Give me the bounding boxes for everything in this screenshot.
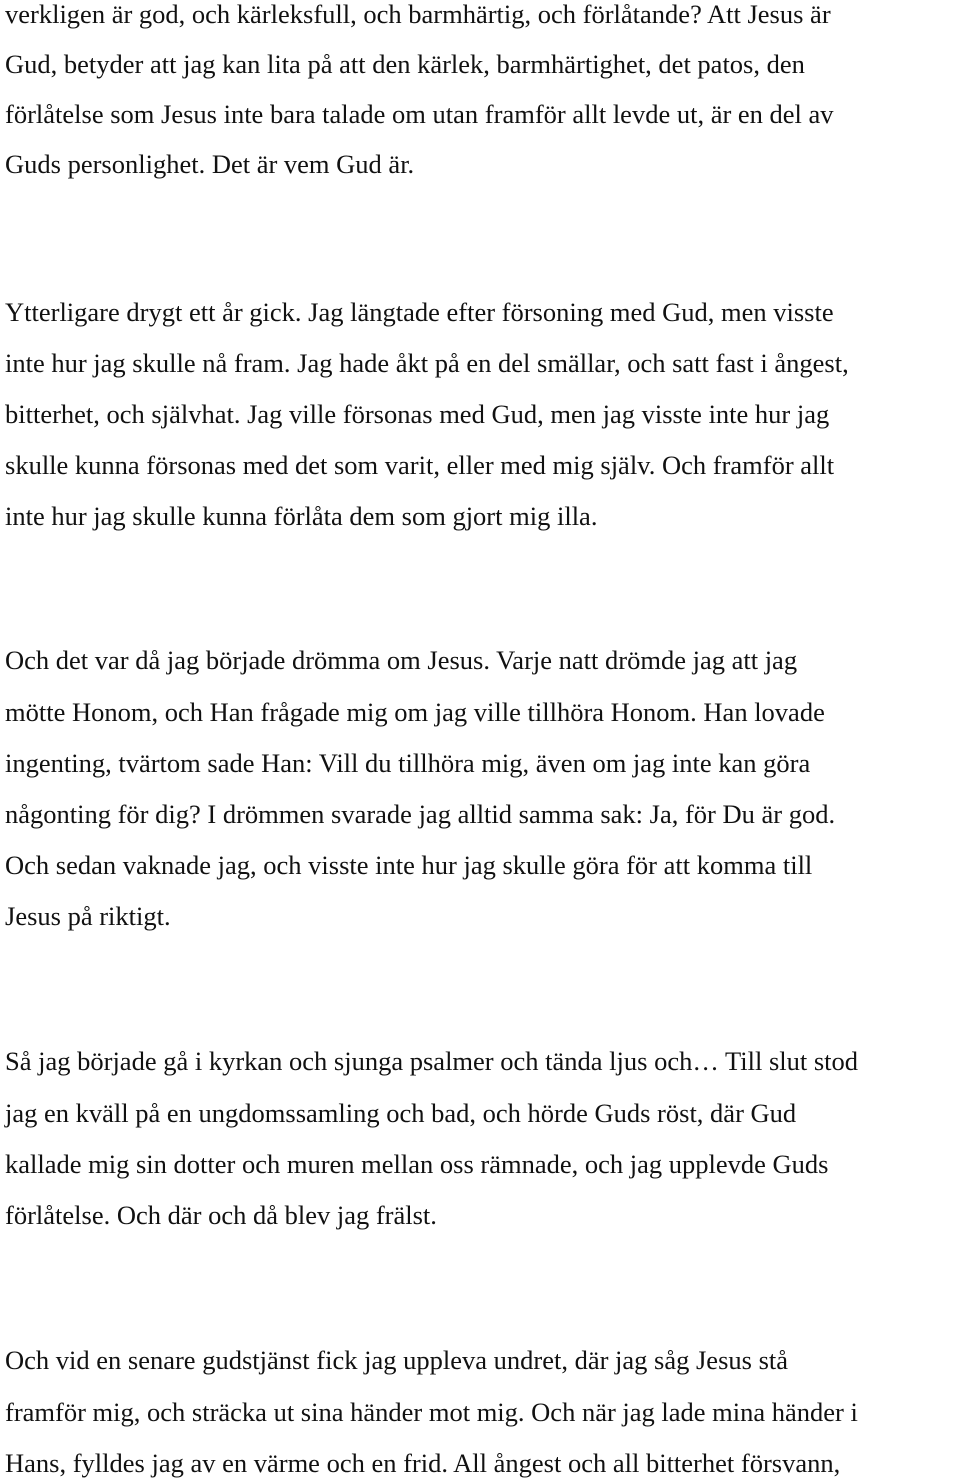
paragraph-2-line-1: Ytterligare drygt ett år gick. Jag längtade efter försoning med Gud, men visste: [5, 297, 834, 327]
paragraph-1-line-2: Gud, betyder att jag kan lita på att den kärlek, barmhärtighet, det patos, den: [5, 49, 805, 79]
paragraph-4-line-3: kallade mig sin dotter och muren mellan oss rämnade, och jag upplevde Guds: [5, 1149, 829, 1179]
paragraph-2-line-4: skulle kunna försonas med det som varit, eller med mig själv. Och framför allt: [5, 450, 835, 480]
paragraph-5-line-2: framför mig, och sträcka ut sina händer mot mig. Och när jag lade mina händer i: [5, 1397, 858, 1427]
paragraph-2-line-3: bitterhet, och självhat. Jag ville försonas med Gud, men jag visste inte hur jag: [5, 399, 830, 429]
paragraph-3-line-6: Jesus på riktigt.: [5, 901, 171, 931]
paragraph-1-line-4: Guds personlighet. Det är vem Gud är.: [5, 149, 415, 179]
paragraph-1-line-3: förlåtelse som Jesus inte bara talade om utan framför allt levde ut, är en del av: [5, 99, 834, 129]
paragraph-3-line-5: Och sedan vaknade jag, och visste inte hur jag skulle göra för att komma till: [5, 850, 813, 880]
paragraph-4-line-4: förlåtelse. Och där och då blev jag frälst.: [5, 1200, 437, 1230]
paragraph-3-line-3: ingenting, tvärtom sade Han: Vill du tillhöra mig, även om jag inte kan göra: [5, 748, 811, 778]
paragraph-3-line-2: mötte Honom, och Han frågade mig om jag ville tillhöra Honom. Han lovade: [5, 697, 825, 727]
paragraph-5-line-3: Hans, fylldes jag av en värme och en frid. All ångest och all bitterhet försvann,: [5, 1448, 841, 1478]
paragraph-4-line-1: Så jag började gå i kyrkan och sjunga psalmer och tända ljus och… Till slut stod: [5, 1046, 859, 1076]
paragraph-3-line-4: någonting för dig? I drömmen svarade jag alltid samma sak: Ja, för Du är god.: [5, 799, 836, 829]
paragraph-5-line-1: Och vid en senare gudstjänst fick jag uppleva undret, där jag såg Jesus stå: [5, 1345, 789, 1375]
paragraph-2-line-5: inte hur jag skulle kunna förlåta dem som gjort mig illa.: [5, 501, 598, 531]
paragraph-2-line-2: inte hur jag skulle nå fram. Jag hade åkt på en del smällar, och satt fast i ångest,: [5, 348, 849, 378]
paragraph-3-line-1: Och det var då jag började drömma om Jesus. Varje natt drömde jag att jag: [5, 645, 798, 675]
paragraph-1-line-1: verkligen är god, och kärleksfull, och barmhärtig, och förlåtande? Att Jesus är: [5, 0, 831, 29]
paragraph-4-line-2: jag en kväll på en ungdomssamling och bad, och hörde Guds röst, där Gud: [5, 1098, 797, 1128]
